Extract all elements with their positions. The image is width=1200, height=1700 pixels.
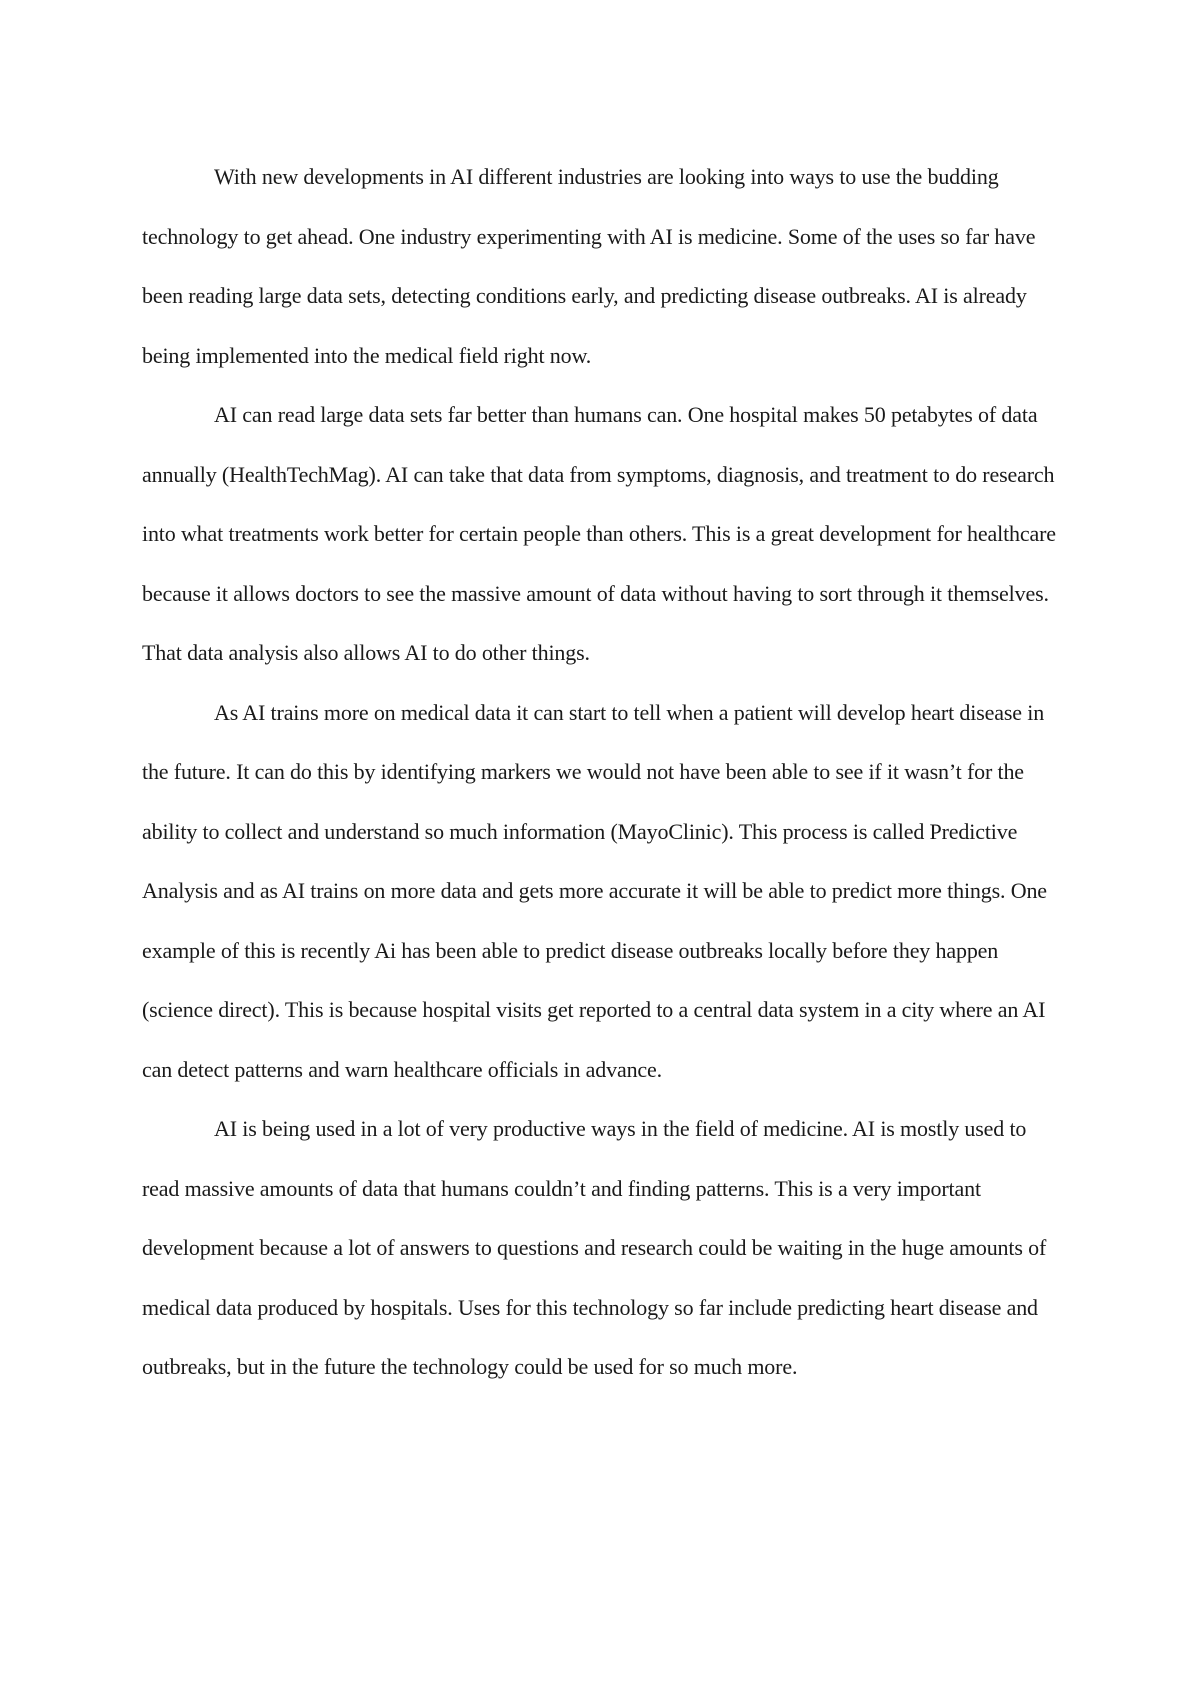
paragraph-intro: With new developments in AI different industries are looking into ways to use the budding technology to get ahead. One industry experimenting with AI is medicine. Some of the uses so far have been reading large data sets, detecting conditions early, and predicting disease outbreaks. AI is already being implemented into the medical field right now. xyxy=(142,164,1036,368)
essay-body xyxy=(142,147,1062,1397)
paragraph-predictive-analysis: As AI trains more on medical data it can start to tell when a patient will develop heart disease in the future. It can do this by identifying markers we would not have been able to see if it wasn’t for the ability to collect and understand so much information (MayoClinic). This process is called Predictive Analysis and as AI trains on more data and gets more accurate it will be able to predict more things. One example of this is recently Ai has been able to predict disease outbreaks locally before they happen (science direct). This is because hospital visits get reported to a central data system in a city where an AI can detect patterns and warn healthcare officials in advance. xyxy=(142,699,1047,1082)
paragraph-conclusion: AI is being used in a lot of very productive ways in the field of medicine. AI is mostly used to read massive amounts of data that humans couldn’t and finding patterns. This is a very important development because a lot of answers to questions and research could be waiting in the huge amounts of medical data produced by hospitals. Uses for this technology so far include predicting heart disease and outbreaks, but in the future the technology could be used for so much more. xyxy=(142,1116,1047,1379)
paragraph-data-sets: AI can read large data sets far better than humans can. One hospital makes 50 petabytes of data annually (HealthTechMag). AI can take that data from symptoms, diagnosis, and treatment to do research into what treatments work better for certain people than others. This is a great development for healthcare because it allows doctors to see the massive amount of data without having to sort through it themselves. That data analysis also allows AI to do other things. xyxy=(142,402,1056,665)
